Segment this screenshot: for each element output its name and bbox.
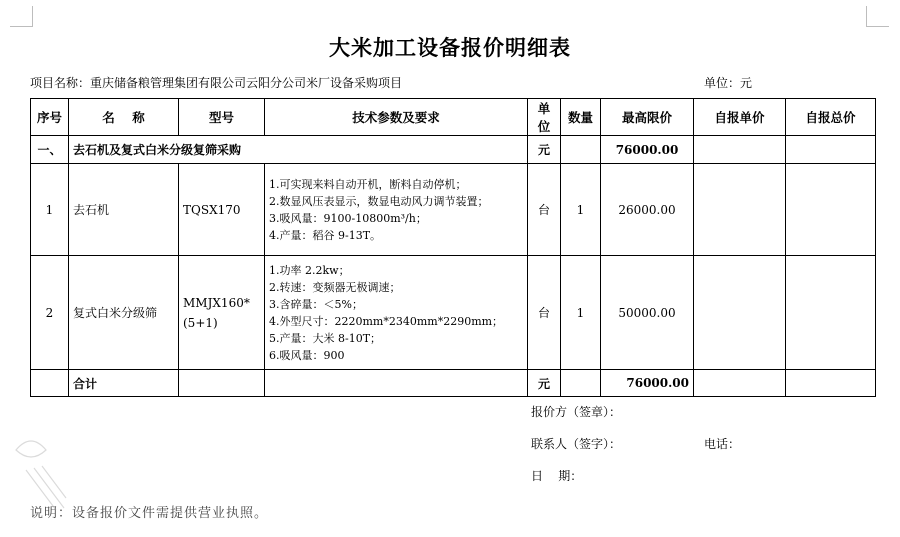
section-name: 去石机及复式白米分级复筛采购 [69,136,528,164]
row-spec [265,256,528,370]
row-unit: 台 [528,256,561,370]
header-spec: 技术参数及要求 [265,99,528,136]
row-model: MMJX160*(5+1) [179,256,265,370]
spec-line: 4.产量：稻谷 9-13T。 [269,228,382,242]
section-max-price: 76000.00 [601,136,694,164]
date-label: 日 期： [531,469,583,483]
header-unit: 单位 [528,99,561,136]
header-self-unit-price: 自报单价 [694,99,786,136]
total-qty [561,370,601,397]
total-self-total [786,370,876,397]
total-spec [265,370,528,397]
section-row [31,136,876,164]
row-model: TQSX170 [179,164,265,256]
section-no: 一、 [31,136,69,164]
quoter-signature: 报价方（签章）： [531,405,622,419]
header-row [31,99,876,136]
spec-line: 5.产量：大米 8-10T； [269,331,382,345]
row-self-unit-price[interactable] [694,256,786,370]
project-name: 重庆储备粮管理集团有限公司云阳分公司米厂设备采购项目 [90,76,403,90]
spec-line: 2.数显风压表显示，数显电动风力调节装置； [269,194,489,208]
header-name: 名 称 [69,99,179,136]
row-self-total-price[interactable] [786,164,876,256]
header-self-total-price: 自报总价 [786,99,876,136]
spec-line: 3.含碎量：＜5%； [269,297,363,311]
row-self-total-price[interactable] [786,256,876,370]
row-unit: 台 [528,164,561,256]
spec-line: 6.吸风量：900 [269,348,345,362]
contact-signature: 联系人（签字）： [531,437,622,451]
total-model [179,370,265,397]
header-qty: 数量 [561,99,601,136]
project-label: 项目名称： [30,76,91,90]
row-name: 复式白米分级筛 [69,256,179,370]
section-self-unit [694,136,786,164]
total-unit: 元 [528,370,561,397]
section-self-total [786,136,876,164]
header-max-price: 最高限价 [601,99,694,136]
spec-line: 1.可实现来料自动开机，断料自动停机； [269,177,467,191]
row-self-unit-price[interactable] [694,164,786,256]
spec-line: 1.功率 2.2kw； [269,263,350,277]
total-self-unit [694,370,786,397]
project-line [30,74,402,91]
document-title: 大米加工设备报价明细表 [329,35,571,60]
watermark-icon [6,420,76,520]
crop-mark-top-right [866,6,889,27]
total-row [31,370,876,397]
header-no: 序号 [31,99,69,136]
section-unit: 元 [528,136,561,164]
crop-mark-top-left [10,6,33,27]
section-qty [561,136,601,164]
total-no [31,370,69,397]
row-spec [265,164,528,256]
quote-table [30,98,876,397]
row-max-price: 50000.00 [601,256,694,370]
header-model: 型号 [179,99,265,136]
phone-label: 电话： [704,437,741,451]
row-qty: 1 [561,164,601,256]
row-no: 2 [31,256,69,370]
table-row [31,164,876,256]
footer-note: 说明：设备报价文件需提供营业执照。 [30,506,269,521]
spec-line: 2.转速：变频器无极调速； [269,280,401,294]
table-row [31,256,876,370]
row-qty: 1 [561,256,601,370]
spec-line: 3.吸风量：9100-10800m³/h； [269,211,427,225]
spec-line: 4.外型尺寸：2220mm*2340mm*2290mm； [269,314,504,328]
row-max-price: 26000.00 [601,164,694,256]
row-name: 去石机 [69,164,179,256]
unit-note: 单位：元 [704,76,753,90]
row-no: 1 [31,164,69,256]
total-label: 合计 [69,370,179,397]
total-max-price: 76000.00 [601,370,694,397]
